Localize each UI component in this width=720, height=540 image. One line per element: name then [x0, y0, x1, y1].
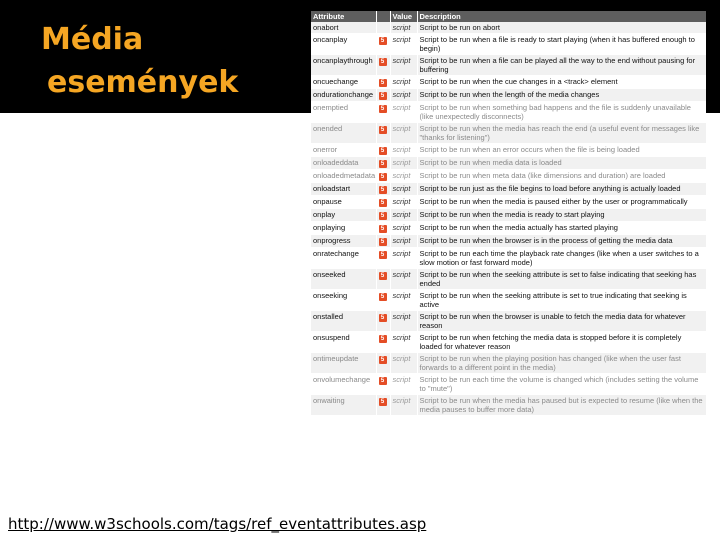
attribute-value: script: [390, 222, 417, 235]
table-body: [311, 22, 706, 416]
table-row: [311, 144, 706, 157]
attribute-description: Script to be run when a file can be played all the way to the end without pausing for buffering: [417, 55, 706, 76]
attribute-description: Script to be run just as the file begins to load before anything is actually loaded: [417, 183, 706, 196]
attribute-description: Script to be run when something bad happens and the file is suddenly unavailable (like unexpectedly disconnects): [417, 102, 706, 123]
html5-cell: [376, 170, 390, 183]
attribute-description: Script to be run when the length of the media changes: [417, 89, 706, 102]
html5-cell: [376, 269, 390, 290]
attribute-description: Script to be run when a file is ready to start playing (when it has buffered enough to begin): [417, 34, 706, 55]
html5-icon: 5: [379, 238, 387, 246]
html5-cell: [376, 157, 390, 170]
html5-cell: [376, 353, 390, 374]
table-row: [311, 353, 706, 374]
html5-cell: [376, 183, 390, 196]
attribute-description: Script to be run when the cue changes in a <track> element: [417, 76, 706, 89]
html5-icon: 5: [379, 377, 387, 385]
html5-cell: [376, 311, 390, 332]
attribute-description: Script to be run when the media has paused but is expected to resume (like when the media pauses to buffer more data): [417, 395, 706, 416]
attribute-value: script: [390, 144, 417, 157]
header-value: Value: [390, 11, 417, 22]
slide-title: [41, 18, 238, 104]
header-attribute: Attribute: [311, 11, 376, 22]
attribute-value: script: [390, 183, 417, 196]
attribute-name: oncanplaythrough: [311, 55, 376, 76]
attribute-value: script: [390, 157, 417, 170]
attribute-value: script: [390, 196, 417, 209]
html5-icon: 5: [379, 58, 387, 66]
html5-icon: 5: [379, 173, 387, 181]
title-line-1: Média: [41, 22, 144, 57]
attribute-value: script: [390, 34, 417, 55]
attribute-value: script: [390, 22, 417, 34]
table-row: [311, 269, 706, 290]
attribute-name: ondurationchange: [311, 89, 376, 102]
attribute-description: Script to be run each time the volume is changed which (includes setting the volume to "mute"): [417, 374, 706, 395]
html5-icon: 5: [379, 160, 387, 168]
attribute-value: script: [390, 102, 417, 123]
table-row: [311, 157, 706, 170]
attribute-description: Script to be run when the seeking attribute is set to false indicating that seeking has ended: [417, 269, 706, 290]
attribute-description: Script to be run when meta data (like dimensions and duration) are loaded: [417, 170, 706, 183]
html5-icon: 5: [379, 212, 387, 220]
attribute-value: script: [390, 269, 417, 290]
attribute-value: script: [390, 209, 417, 222]
attribute-name: onseeking: [311, 290, 376, 311]
table-row: [311, 235, 706, 248]
table-row: [311, 332, 706, 353]
html5-icon: 5: [379, 147, 387, 155]
attribute-description: Script to be run when the media has reach the end (a useful event for messages like "thanks for listening"): [417, 123, 706, 144]
attribute-value: script: [390, 123, 417, 144]
attribute-value: script: [390, 395, 417, 416]
html5-cell: [376, 102, 390, 123]
attribute-name: onabort: [311, 22, 376, 34]
attribute-name: onplaying: [311, 222, 376, 235]
attribute-description: Script to be run when the playing position has changed (like when the user fast forwards to a different point in the media): [417, 353, 706, 374]
html5-icon: 5: [379, 335, 387, 343]
attribute-value: script: [390, 311, 417, 332]
html5-cell: [376, 76, 390, 89]
attribute-description: Script to be run on abort: [417, 22, 706, 34]
html5-icon: 5: [379, 105, 387, 113]
html5-cell: [376, 55, 390, 76]
html5-icon: 5: [379, 251, 387, 259]
attribute-name: onseeked: [311, 269, 376, 290]
table-row: [311, 311, 706, 332]
attribute-name: onended: [311, 123, 376, 144]
table-row: [311, 123, 706, 144]
attribute-name: ontimeupdate: [311, 353, 376, 374]
table-header-row: [311, 11, 706, 22]
event-attributes-table: [311, 11, 706, 416]
table-row: [311, 34, 706, 55]
attribute-name: onpause: [311, 196, 376, 209]
table-row: [311, 183, 706, 196]
html5-icon: 5: [379, 398, 387, 406]
header-description: Description: [417, 11, 706, 22]
attribute-description: Script to be run when the seeking attribute is set to true indicating that seeking is active: [417, 290, 706, 311]
html5-cell: [376, 235, 390, 248]
html5-cell: [376, 144, 390, 157]
html5-icon: 5: [379, 126, 387, 134]
attribute-description: Script to be run when the browser is in the process of getting the media data: [417, 235, 706, 248]
attribute-name: onwaiting: [311, 395, 376, 416]
attribute-name: onloadstart: [311, 183, 376, 196]
table-row: [311, 102, 706, 123]
table-row: [311, 374, 706, 395]
html5-icon: 5: [379, 225, 387, 233]
html5-cell: [376, 89, 390, 102]
source-link[interactable]: http://www.w3schools.com/tags/ref_eventattributes.asp: [8, 515, 427, 533]
html5-icon: 5: [379, 356, 387, 364]
attribute-value: script: [390, 374, 417, 395]
table-row: [311, 76, 706, 89]
html5-cell: [376, 290, 390, 311]
html5-icon: 5: [379, 199, 387, 207]
html5-icon: 5: [379, 293, 387, 301]
html5-cell: [376, 332, 390, 353]
attribute-value: script: [390, 170, 417, 183]
attribute-description: Script to be run when the media is ready to start playing: [417, 209, 706, 222]
table-row: [311, 170, 706, 183]
html5-icon: 5: [379, 314, 387, 322]
html5-cell: [376, 248, 390, 269]
table-row: [311, 55, 706, 76]
table-row: [311, 22, 706, 34]
event-attributes-screenshot: [311, 11, 706, 500]
html5-cell: [376, 196, 390, 209]
attribute-description: Script to be run when the media actually has started playing: [417, 222, 706, 235]
attribute-name: onloadeddata: [311, 157, 376, 170]
attribute-name: onloadedmetadata: [311, 170, 376, 183]
table-row: [311, 89, 706, 102]
attribute-description: Script to be run when media data is loaded: [417, 157, 706, 170]
attribute-name: onsuspend: [311, 332, 376, 353]
html5-icon: 5: [379, 272, 387, 280]
attribute-value: script: [390, 76, 417, 89]
attribute-value: script: [390, 290, 417, 311]
html5-cell: [376, 222, 390, 235]
attribute-name: onvolumechange: [311, 374, 376, 395]
table-row: [311, 222, 706, 235]
html5-cell: [376, 123, 390, 144]
html5-cell: [376, 34, 390, 55]
html5-icon: 5: [379, 37, 387, 45]
attribute-name: oncanplay: [311, 34, 376, 55]
html5-cell: [376, 374, 390, 395]
table-row: [311, 209, 706, 222]
html5-icon: 5: [379, 186, 387, 194]
html5-cell: [376, 209, 390, 222]
attribute-value: script: [390, 353, 417, 374]
html5-cell: [376, 22, 390, 34]
attribute-value: script: [390, 89, 417, 102]
attribute-value: script: [390, 235, 417, 248]
table-row: [311, 196, 706, 209]
table-row: [311, 395, 706, 416]
attribute-name: onplay: [311, 209, 376, 222]
attribute-value: script: [390, 248, 417, 269]
attribute-name: onprogress: [311, 235, 376, 248]
attribute-description: Script to be run when an error occurs when the file is being loaded: [417, 144, 706, 157]
title-line-2: események: [47, 65, 239, 100]
attribute-description: Script to be run when fetching the media data is stopped before it is completely loaded for whatever reason: [417, 332, 706, 353]
attribute-value: script: [390, 332, 417, 353]
html5-icon: 5: [379, 79, 387, 87]
attribute-name: onerror: [311, 144, 376, 157]
attribute-value: script: [390, 55, 417, 76]
html5-icon: 5: [379, 92, 387, 100]
attribute-description: Script to be run each time the playback rate changes (like when a user switches to a slow motion or fast forward mode): [417, 248, 706, 269]
attribute-description: Script to be run when the media is paused either by the user or programmatically: [417, 196, 706, 209]
attribute-name: onratechange: [311, 248, 376, 269]
html5-cell: [376, 395, 390, 416]
table-row: [311, 290, 706, 311]
table-row: [311, 248, 706, 269]
header-html5: [376, 11, 390, 22]
attribute-description: Script to be run when the browser is unable to fetch the media data for whatever reason: [417, 311, 706, 332]
attribute-name: onstalled: [311, 311, 376, 332]
attribute-name: onemptied: [311, 102, 376, 123]
attribute-name: oncuechange: [311, 76, 376, 89]
